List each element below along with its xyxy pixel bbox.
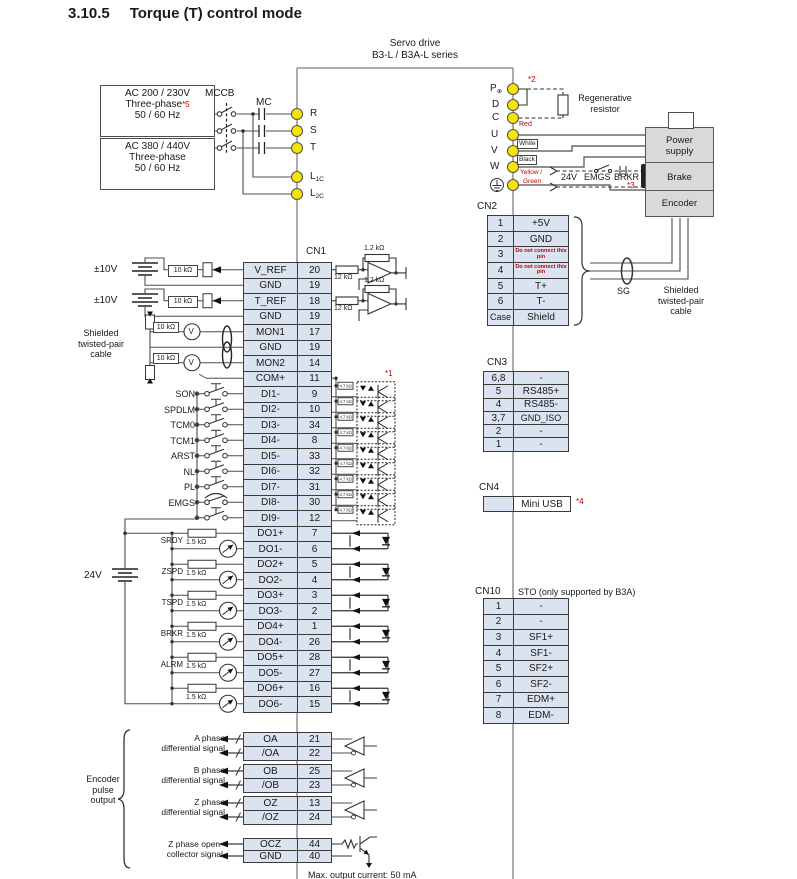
resistor-12k-label: 12 kΩ [334, 274, 353, 281]
encoder-b-table [243, 764, 332, 793]
a-phase-label: A phase differential signal [161, 733, 225, 754]
resistor-1p2k-label: 1.2 kΩ [364, 245, 385, 252]
resistor-1p5k-label: 1.5 kΩ [186, 601, 207, 608]
cn1-pin: 6 [298, 542, 332, 558]
cn1-signal: DI3- [244, 418, 298, 434]
cn1-signal: GND [244, 279, 298, 295]
wire-color-red: Red [519, 121, 532, 128]
di-label-son: SON [175, 389, 195, 399]
cn1-pin: 16 [298, 682, 332, 698]
cn3-signal: GND_ISO [514, 412, 569, 425]
cn2-signal-warning: Do not connect this pin [514, 247, 569, 263]
enc-signal: /OZ [244, 811, 298, 825]
cn1-signal: DO3+ [244, 589, 298, 605]
z-open-collector-label: Z phase open- collector signal [166, 839, 223, 860]
cn1-signal: DI1- [244, 387, 298, 403]
ground-symbol-icon [491, 179, 504, 192]
cn2-signal: +5V [514, 216, 569, 232]
digital-output-transistors [331, 530, 390, 707]
cn10-pin: 8 [484, 708, 514, 724]
cn1-signal: DI6- [244, 465, 298, 481]
cn1-pin: 31 [298, 480, 332, 496]
cn10-signal: SF1+ [514, 630, 569, 646]
cn1-pin: 9 [298, 387, 332, 403]
drive-name: Servo drive B3-L / B3A-L series [372, 38, 458, 61]
cn1-signal: DO6+ [244, 682, 298, 698]
resistor-12k-label: 12 kΩ [334, 305, 353, 312]
cn1-signal: DI7- [244, 480, 298, 496]
enc-pin: 21 [298, 733, 332, 747]
drive-terminals [292, 84, 519, 200]
di-label-emgs: EMGS [168, 497, 195, 508]
cn10-signal: EDM+ [514, 693, 569, 709]
cn10-signal: - [514, 599, 569, 615]
wire-color-black: Black [519, 156, 535, 163]
di-label-spdlm: SPDLM [163, 404, 195, 415]
cn2-signal-warning: Do not connect this pin [514, 263, 569, 279]
enc-signal: OB [244, 765, 298, 779]
ac-source-2: AC 380 / 440V Three-phase 50 / 60 Hz [100, 138, 215, 190]
cn3-signal: - [514, 438, 569, 451]
cn10-pin: 6 [484, 677, 514, 693]
terminal-v-label: V [491, 145, 498, 156]
encoder-ocz-table [243, 838, 332, 863]
cn1-pin: 14 [298, 356, 332, 372]
cn3-pin: 6,8 [484, 372, 514, 385]
cn3-label: CN3 [487, 357, 508, 368]
enc-signal: OA [244, 733, 298, 747]
cn10-subtitle: STO (only supported by B3A) [518, 587, 636, 597]
enc-signal: OZ [244, 797, 298, 811]
di-label-arst: ARST [170, 451, 195, 461]
cn10-table [483, 598, 569, 724]
motor-brake-section: Brake [645, 162, 714, 192]
cn1-pin: 19 [298, 279, 332, 295]
enc-pin: 23 [298, 779, 332, 793]
cn1-pin: 32 [298, 465, 332, 481]
cn10-label: CN10 [475, 586, 501, 597]
cn1-pin: 5 [298, 558, 332, 574]
resistor-1p5k-label: 1.5 kΩ [186, 694, 207, 701]
resistor-10k: 10 kΩ [168, 265, 198, 277]
cn1-signal: GND [244, 310, 298, 326]
cn1-pin: 18 [298, 294, 332, 310]
cn1-pin: 20 [298, 263, 332, 279]
cn10-pin: 1 [484, 599, 514, 615]
cn3-signal: RS485+ [514, 385, 569, 398]
enc-pin: 24 [298, 811, 332, 825]
cn1-signal: DO6- [244, 697, 298, 713]
cn1-pin: 1 [298, 620, 332, 636]
enc-pin: 13 [298, 797, 332, 811]
cn3-signal: - [514, 372, 569, 385]
cn2-signal: T+ [514, 279, 569, 295]
brake-brkr-label: BRKR [614, 172, 640, 182]
svg-text:4.7 kΩ: 4.7 kΩ [339, 399, 352, 404]
resistor-1p5k-label: 1.5 kΩ [186, 632, 207, 639]
voltmeter-icon: V [188, 358, 194, 367]
cn1-signal: MON2 [244, 356, 298, 372]
terminal-d-label: D [492, 99, 500, 110]
cn10-pin: 5 [484, 661, 514, 677]
sg-label: SG [617, 286, 631, 296]
section-number: 3.10.5 [68, 5, 110, 22]
enc-pin: 40 [298, 851, 332, 863]
svg-text:4.7 kΩ: 4.7 kΩ [339, 461, 352, 466]
cn4-table [483, 496, 571, 512]
cn1-pin: 19 [298, 341, 332, 357]
enc-pin: 44 [298, 839, 332, 851]
resistor-10k: 10 kΩ [153, 353, 179, 364]
cn10-signal: EDM- [514, 708, 569, 724]
cn1-signal: GND [244, 341, 298, 357]
footnote-3: *3 [627, 181, 635, 190]
svg-text:4.7 kΩ: 4.7 kΩ [339, 507, 352, 513]
terminal-p-label: $P_\oplus$ [490, 83, 503, 95]
enc-pin: 25 [298, 765, 332, 779]
digital-input-optocouplers [331, 377, 395, 525]
svg-text:4.7 kΩ: 4.7 kΩ [339, 383, 352, 389]
regenerative-resistor-circuit [518, 89, 568, 118]
cn1-pin: 34 [298, 418, 332, 434]
cn2-pin: 5 [488, 279, 514, 295]
enc-signal: OCZ [244, 839, 298, 851]
cn4-label: CN4 [479, 482, 500, 493]
terminal-w-label: W [490, 161, 500, 172]
do-supply-24v [112, 531, 172, 703]
enc-pin: 22 [298, 747, 332, 761]
do-label-zspd: ZSPD [161, 567, 183, 576]
svg-text:4.7 kΩ: 4.7 kΩ [339, 445, 352, 451]
footnote-1: *1 [385, 369, 393, 378]
supply-24v-label: 24V [84, 570, 102, 581]
cn1-signal: DO5- [244, 666, 298, 682]
cn1-signal: DO1+ [244, 527, 298, 543]
cn3-pin: 2 [484, 425, 514, 438]
cn1-signal: DI5- [244, 449, 298, 465]
motor-power-supply-section: Power supply [645, 127, 714, 164]
brake-emgs-label: EMGS [584, 172, 611, 182]
terminal-l2c-label: $L_{2C}$ [310, 188, 324, 200]
cn1-signal: T_REF [244, 294, 298, 310]
cn3-table [483, 371, 569, 452]
cn1-signal: DO2+ [244, 558, 298, 574]
wire-color-yg-1: Yellow / [520, 169, 543, 176]
cn2-pin: 2 [488, 232, 514, 248]
cn3-pin: 3,7 [484, 412, 514, 425]
resistor-1p2k-label: 1.2 kΩ [364, 276, 385, 284]
cn3-signal: - [514, 425, 569, 438]
terminal-c-label: C [492, 112, 500, 123]
cn2-pin: 6 [488, 294, 514, 310]
svg-text:4.7 kΩ: 4.7 kΩ [339, 492, 352, 497]
mains-input-wiring [215, 103, 292, 194]
cn10-signal: - [514, 615, 569, 631]
enc-signal: /OA [244, 747, 298, 761]
resistor-10k: 10 kΩ [153, 322, 179, 333]
svg-text:4.7 kΩ: 4.7 kΩ [339, 476, 352, 482]
cn3-pin: 4 [484, 399, 514, 412]
shielded-cable-note-left: Shielded twisted-pair cable [77, 328, 124, 360]
cn10-signal: SF1- [514, 646, 569, 662]
regen-resistor-label: Regenerative resistor [578, 93, 632, 114]
cn10-pin: 4 [484, 646, 514, 662]
encoder-a-table [243, 732, 332, 761]
cn1-label: CN1 [306, 246, 327, 257]
di-label-tcm1: TCM1 [170, 435, 195, 446]
terminal-u-label: U [491, 129, 499, 140]
mccb-label: MCCB [205, 88, 235, 99]
motor-encoder-section: Encoder [645, 190, 714, 217]
wire-color-white: White [519, 140, 536, 147]
footnote-5: *5 [182, 100, 190, 109]
cn1-signal: DO3- [244, 604, 298, 620]
resistor-1p5k-label: 1.5 kΩ [186, 539, 207, 546]
cn1-signal: V_REF [244, 263, 298, 279]
cn2-signal: Shield [514, 310, 569, 326]
cn1-table [243, 262, 332, 713]
cn1-pin: 15 [298, 697, 332, 713]
cn2-signal: GND [514, 232, 569, 248]
z-phase-label: Z phase differential signal [161, 797, 225, 818]
footnote-4: *4 [576, 497, 584, 506]
terminal-t-label: T [310, 142, 317, 153]
cn1-pin: 12 [298, 511, 332, 527]
cn10-signal: SF2+ [514, 661, 569, 677]
encoder-pulse-output-label: Encoder pulse output [86, 774, 120, 806]
cn1-signal: DO1- [244, 542, 298, 558]
resistor-1p5k-label: 1.5 kΩ [186, 663, 207, 670]
cn1-signal: DO2- [244, 573, 298, 589]
cn1-pin: 8 [298, 434, 332, 450]
cn1-signal: DO5+ [244, 651, 298, 667]
resistor-10k: 10 kΩ [168, 296, 198, 308]
cn3-pin: 1 [484, 438, 514, 451]
di-label-pl: PL [183, 482, 195, 492]
footnote-2: *2 [528, 75, 536, 84]
di-label-tcm0: TCM0 [170, 420, 195, 430]
do-label-alrm: ALRM [160, 660, 183, 669]
do-label-tspd: TSPD [161, 598, 183, 607]
cn10-pin: 3 [484, 630, 514, 646]
cn1-pin: 27 [298, 666, 332, 682]
mc-label: MC [256, 97, 272, 108]
cn1-pin: 7 [298, 527, 332, 543]
cn1-pin: 28 [298, 651, 332, 667]
do-label-srdy: SRDY [160, 536, 183, 545]
cn4-pin [484, 497, 514, 512]
cn1-signal: DI4- [244, 434, 298, 450]
cn1-pin: 17 [298, 325, 332, 341]
cn10-signal: SF2- [514, 677, 569, 693]
cn1-pin: 33 [298, 449, 332, 465]
cn1-pin: 2 [298, 604, 332, 620]
digital-output-led-circuits [170, 529, 243, 712]
analog-v1-label: ±10V [94, 264, 118, 275]
max-output-current-note: Max. output current: 50 mA [308, 870, 417, 879]
b-phase-label: B phase differential signal [161, 765, 225, 786]
cn3-pin: 5 [484, 385, 514, 398]
cn1-pin: 3 [298, 589, 332, 605]
brake-24v-label: 24V [561, 172, 578, 182]
shielded-cable-note-right: Shielded twisted-pair cable [657, 285, 704, 317]
cn4-mini-usb: Mini USB [514, 497, 571, 512]
encoder-z-table [243, 796, 332, 825]
cn1-pin: 26 [298, 635, 332, 651]
cn2-signal: T- [514, 294, 569, 310]
cn1-signal: DO4- [244, 635, 298, 651]
svg-text:4.7 kΩ: 4.7 kΩ [339, 430, 352, 435]
cn1-pin: 11 [298, 372, 332, 388]
cn1-signal: DO4+ [244, 620, 298, 636]
terminal-l1c-label: $L_{1C}$ [310, 171, 324, 183]
cn1-pin: 4 [298, 573, 332, 589]
di-label-nl: NL [183, 466, 195, 477]
cn2-pin: 4 [488, 263, 514, 279]
cn2-table [487, 215, 569, 326]
motor-shaft [668, 112, 694, 129]
analog-v2-label: ±10V [94, 295, 118, 306]
terminal-r-label: R [310, 108, 318, 119]
cn3-signal: RS485- [514, 399, 569, 412]
cn1-signal: COM+ [244, 372, 298, 388]
page-title [68, 5, 302, 23]
enc-signal: /OB [244, 779, 298, 793]
cn1-signal: DI8- [244, 496, 298, 512]
cn1-signal: MON1 [244, 325, 298, 341]
cn1-pin: 19 [298, 310, 332, 326]
cn10-pin: 7 [484, 693, 514, 709]
cn1-signal: DI2- [244, 403, 298, 419]
wire-color-yg-2: Green [523, 178, 542, 185]
cn10-pin: 2 [484, 615, 514, 631]
svg-text:4.7 kΩ: 4.7 kΩ [339, 414, 352, 420]
cn1-signal: DI9- [244, 511, 298, 527]
cn1-pin: 10 [298, 403, 332, 419]
cn2-pin: Case [488, 310, 514, 326]
cn2-label: CN2 [477, 201, 498, 212]
cn2-pin: 1 [488, 216, 514, 232]
enc-signal: GND [244, 851, 298, 863]
resistor-1p5k-label: 1.5 kΩ [186, 570, 207, 577]
terminal-s-label: S [310, 125, 317, 136]
ac-source-1: AC 200 / 230V Three-phase*5 50 / 60 Hz [100, 85, 215, 137]
cn1-pin: 30 [298, 496, 332, 512]
voltmeter-icon: V [188, 327, 194, 336]
do-label-brkr: BRKR [160, 629, 183, 638]
section-title: Torque (T) control mode [129, 5, 302, 22]
cn2-pin: 3 [488, 247, 514, 263]
